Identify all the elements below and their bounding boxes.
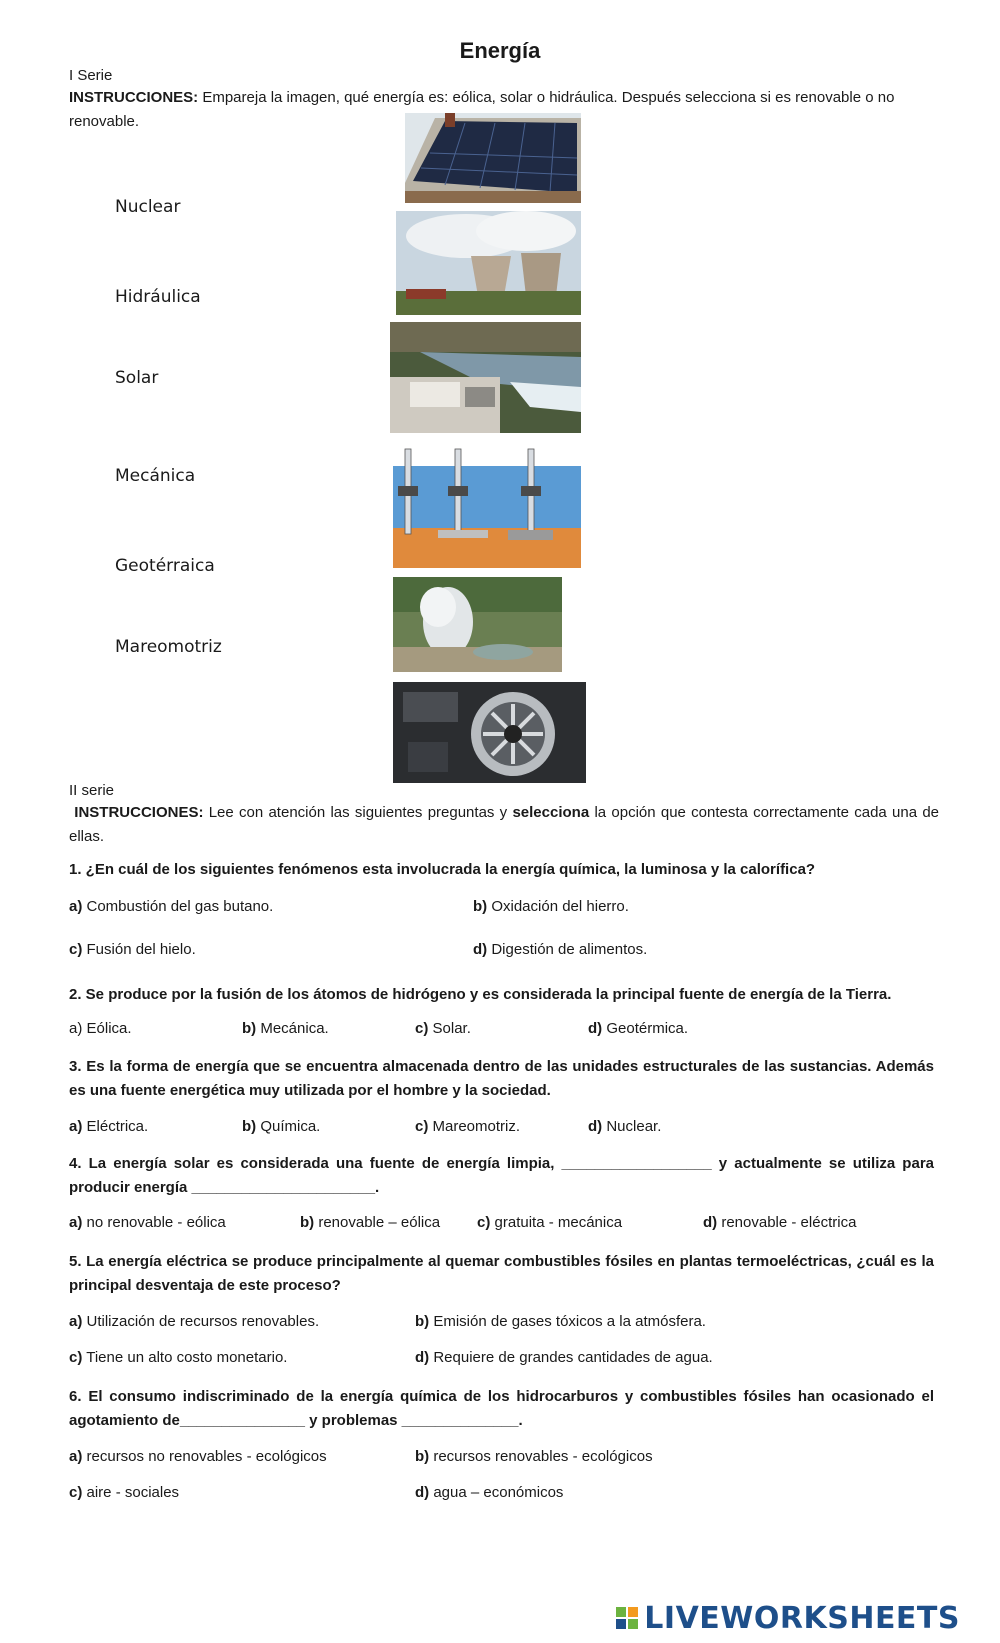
logo-text: LIVEWORKSHEETS [644, 1600, 960, 1636]
serie2-instructions [69, 801, 939, 849]
q5-option-c[interactable]: c) Tiene un alto costo monetario. [69, 1349, 288, 1366]
geothermal-steam-image[interactable] [393, 577, 562, 672]
question-2: 2. Se produce por la fusión de los átomos de hidrógeno y es considerada la principal fuente de energía de la Tierra. [69, 986, 892, 1003]
q1-option-c[interactable]: c) Fusión del hielo. [69, 941, 196, 958]
q4-option-d[interactable]: d) renovable - eléctrica [703, 1214, 857, 1231]
q3-option-b[interactable]: b) Química. [242, 1118, 321, 1135]
q1-option-b[interactable]: b) Oxidación del hierro. [473, 898, 629, 915]
q3-option-c[interactable]: c) Mareomotriz. [415, 1118, 521, 1135]
nuclear-plant-image[interactable] [396, 211, 581, 315]
q2-option-d[interactable]: d) Geotérmica. [588, 1020, 689, 1037]
match-label-nuclear[interactable]: Nuclear [115, 197, 181, 217]
hydroelectric-dam-image[interactable] [390, 322, 581, 433]
serie2-instructions-bold: selecciona [512, 804, 590, 821]
question-4: 4. La energía solar es considerada una fuente de energía limpia, __________________ y actualmente se utiliza para producir energía ______________________. [69, 1155, 934, 1196]
question-5: 5. La energía eléctrica se produce principalmente al quemar combustibles fósiles en plantas termoeléctricas, ¿cuál es la principal desventaja de este proceso? [69, 1253, 934, 1294]
serie2-instructions-text-2: la opción que contesta correctamente cada una de ellas. [69, 804, 940, 845]
question-6: 6. El consumo indiscriminado de la energía química de los hidrocarburos y combustibles fósiles han ocasionado el agotamiento de_______________ y problemas ______________. [69, 1388, 934, 1429]
q4-option-c[interactable]: c) gratuita - mecánica [477, 1214, 623, 1231]
tidal-turbine-diagram-image[interactable] [393, 444, 581, 568]
q2-option-a[interactable]: a) Eólica. [69, 1020, 132, 1037]
q5-option-b[interactable]: b) Emisión de gases tóxicos a la atmósfera. [415, 1313, 706, 1330]
q3-option-d[interactable]: d) Nuclear. [588, 1118, 662, 1135]
question-3: 3. Es la forma de energía que se encuentra almacenada dentro de las unidades estructurales de las sustancias. Además es una fuente energética muy utilizada por el hombre y la sociedad. [69, 1058, 934, 1099]
q6-option-c[interactable]: c) aire - sociales [69, 1484, 180, 1501]
match-label-mecanica[interactable]: Mecánica [115, 466, 196, 486]
serie1-instructions-text: Empareja la imagen, qué energía es: eólica, solar o hidráulica. Después selecciona si es renovable o no renovable. [69, 89, 895, 130]
match-label-solar[interactable]: Solar [115, 368, 159, 388]
q4-option-b[interactable]: b) renovable – eólica [300, 1214, 441, 1231]
serie2-instructions-label: INSTRUCCIONES: [74, 804, 204, 821]
alternator-engine-image[interactable] [393, 682, 586, 783]
match-label-mareomotriz[interactable]: Mareomotriz [115, 637, 222, 657]
serie2-heading: II serie [69, 782, 115, 799]
match-label-hidraulica[interactable]: Hidráulica [115, 287, 201, 307]
serie1-heading: I Serie [69, 67, 113, 84]
q2-option-c[interactable]: c) Solar. [415, 1020, 471, 1037]
q1-option-a[interactable]: a) Combustión del gas butano. [69, 898, 274, 915]
q5-option-a[interactable]: a) Utilización de recursos renovables. [69, 1313, 320, 1330]
logo-grid-icon [616, 1607, 638, 1629]
liveworksheets-logo[interactable] [616, 1600, 960, 1636]
solar-panel-roof-image[interactable] [405, 113, 581, 203]
q4-option-a[interactable]: a) no renovable - eólica [69, 1214, 226, 1231]
question-1: 1. ¿En cuál de los siguientes fenómenos esta involucrada la energía química, la luminosa y la calorífica? [69, 861, 816, 878]
q5-option-d[interactable]: d) Requiere de grandes cantidades de agua. [415, 1349, 713, 1366]
serie1-instructions-label: INSTRUCCIONES: [69, 89, 199, 106]
q2-option-b[interactable]: b) Mecánica. [242, 1020, 329, 1037]
q3-option-a[interactable]: a) Eléctrica. [69, 1118, 149, 1135]
q1-option-d[interactable]: d) Digestión de alimentos. [473, 941, 648, 958]
page-title: Energía [459, 38, 541, 63]
q6-option-a[interactable]: a) recursos no renovables - ecológicos [69, 1448, 327, 1465]
q6-option-d[interactable]: d) agua – económicos [415, 1484, 564, 1501]
serie2-instructions-text-1: Lee con atención las siguientes preguntas y [203, 804, 513, 821]
match-label-geotermica[interactable]: Geotérraica [115, 556, 215, 576]
q6-option-b[interactable]: b) recursos renovables - ecológicos [415, 1448, 653, 1465]
